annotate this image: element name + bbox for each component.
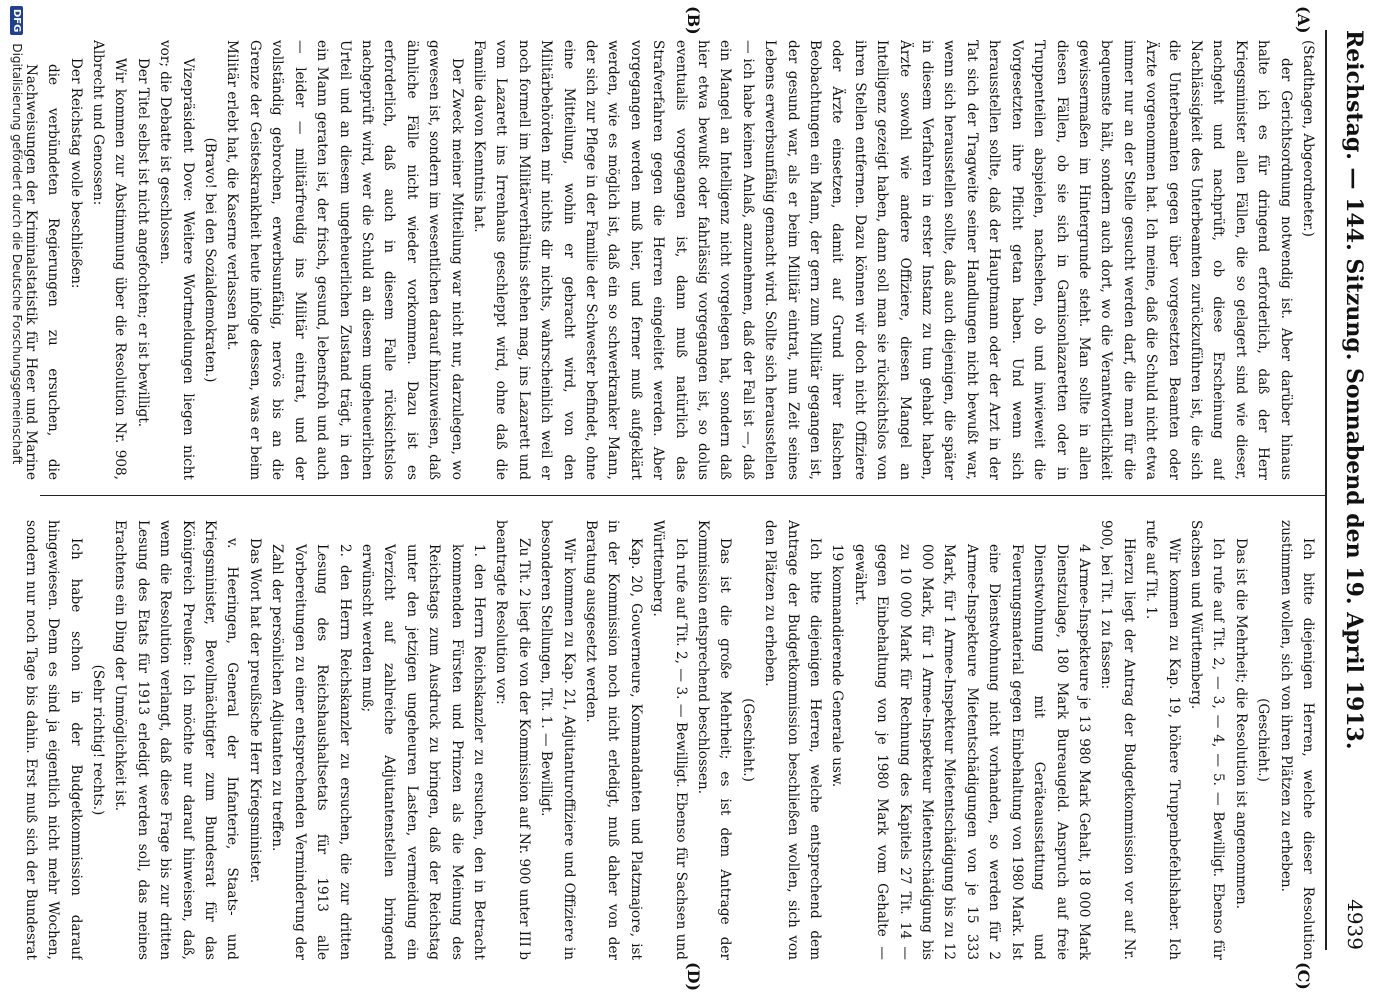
right-column [19, 520, 1319, 960]
paragraph: Zu Tit. 2 liegt die von der Kommission auf Nr. 900 unter III b beantragte Resolution vor: [493, 520, 532, 960]
paragraph: Wir kommen zu Kap. 21, Adjutanturoffiziere und Offiziere in besonderen Stellungen, Tit. 1. — Bewilligt. [538, 520, 577, 960]
paragraph: Ich rufe auf Tit. 2, — 3. — Bewilligt. Ebenso für Sachsen und Württemberg. [650, 520, 689, 960]
motion-text: 4 Armee-Inspekteure je 13 980 Mark Gehalt, 18 000 Mark Dienstzulage, 180 Mark Bureaugeld. Anspruch auf freie Dienstwohnung mit Geräteausstattung und Feuerungsmaterial gegen Einbehaltung von 1980 Mark. Ist eine Dienstwohnung nicht vorhanden, so werden für 2 Armee-Inspekteure Mietentschädigungen von je 15 333 Mark, für 1 Armee-Inspekteur Mietentschädigung bis zu 12 000 Mark, für 1 Armee-Inspekteur Mietentschädigung bis zu 10 000 Mark für Rechnung des Kapitels 27 Tit. 14 — gegen Einbehaltung von je 1980 Mark vom Gehalte — gewährt. [851, 544, 1092, 960]
paragraph: Das ist die Mehrheit; die Resolution ist angenommen. [1232, 538, 1249, 910]
page-number: 4939 [1343, 899, 1367, 950]
paragraph: Der Zweck meiner Mitteilung war nicht nur, darzulegen, wo gewesen ist, sondern im wesentlichen darauf hinzuweisen, daß ähnliche Fälle nicht wieder vorkommen. Dazu ist es erforderlich, daß auch in diesem Falle rücksichtslos nachgeprüft wird, wer die Schuld an diesem ungeheuerlichen Urteil und an diesem ungeheuerlichen Zustand trägt, in den ein Mann geraten ist, der frisch, gesund, lebensfroh und auch — leider — militärfreudig ins Militär eintrat, und der vollständig gebrochen, erwerbsunfähig, nervös bis an die Grenze der Geisteskrankheit heute infolge dessen, was er beim Militär erlebt hat, die Kaserne verlassen hat. [224, 40, 465, 480]
paragraph: Ich bitte diejenigen Herren, welche entsprechend dem Antrage der Budgetkommission beschließen wollen, sich von den Plätzen zu erheben. [762, 520, 824, 960]
paragraph: Ich rufe auf Tit. 2, — 3, — 4, — 5. — Bewilligt. Ebenso für Sachsen und Württemberg. [1187, 520, 1227, 960]
paragraph: Hierzu liegt der Antrag der Budgetkommission vor auf Nr. 900, bei Tit. 1 zu fassen: [1098, 520, 1137, 960]
paragraph: Wir kommen zu Kap. 19, höhere Truppenbefehlshaber. Ich rufe auf Tit. 1. [1143, 520, 1182, 960]
paragraph: Ich bitte diejenigen Herren, welche dieser Resolution zustimmen wollen, sich von ihren Plätzen zu erheben. [1277, 520, 1316, 960]
resolution-text: die verbündeten Regierungen zu ersuchen, die Nachweisungen der Kriminalstatistik für Heer und Marine [22, 64, 62, 480]
resolution-item: 1. den Herrn Reichskanzler zu ersuchen, den in Betracht kommenden Fürsten und Prinzen als die Meinung des Reichstags zum Ausdruck zu bringen, daß der Reichstag unter den jetzigen ungeheuren Lasten, vermeidung ein Verzicht auf zahlreiche Adjutantenstellen bringend erwünscht werden muß; [358, 544, 487, 960]
reaction-note: (Sehr richtig! rechts.) [90, 664, 107, 816]
margin-mark-a: (A) [1294, 6, 1313, 34]
speaker-statement: v. Heeringen, General der Infanterie, Staats- und Kriegsminister, Bevollmächtigter zum Bundesrat für das Königreich Preußen: Ich möchte nur darauf hinweisen, daß, wenn die Resolution verlangt, daß diese Frage bis zur dritten Lesung des Etats für 1913 erledigt werden soll, das meines Erachtens ein Ding der Unmöglichkeit ist. [112, 520, 241, 960]
paragraph: Das Wort hat der preußische Herr Kriegsminister. [246, 538, 263, 884]
president-statement: Vizepräsident Dove: Weitere Wortmeldungen liegen nicht vor; die Debatte ist geschlossen. [157, 40, 196, 480]
left-column [19, 40, 1319, 480]
page-header [1327, 30, 1367, 950]
paragraph: Kap. 20, Gouverneure, Kommandanten und Platzmajore, ist in der Kommission noch nicht erledigt, muß daher von der Beratung ausgesetzt werden. [583, 520, 644, 960]
running-title: Reichstag. — 144. Sitzung. Sonnabend den 19. April 1913. [1341, 30, 1367, 750]
digitization-credit: Digitalisierung gefördert durch die Deutsche Forschungsgemeinschaft [10, 43, 24, 465]
paragraph: der Gerichtsordnung notwendig ist. Aber darüber hinaus halte ich es für dringend erforderlich, daß der Herr Kriegsminister allen Fällen, die so gelagert sind wie dieser, nachgeht und nachprüft, ob diese Erscheinung auf Nachlässigkeit des Unterbeamten zurückzuführen ist, die sich die Unterbeamten gegen über vorgesetzten Beamten oder Ärzte vorgenommen hat. Ich meine, daß die Schuld nicht etwa immer nur an der Stelle gesucht werden darf, die man für die bequemste hält, sondern auch dort, wo die Verantwortlichkeit gewissermaßen im Hintergrunde steht. Man sollte in allen diesen Fällen, ob sie sich in Garnisonlazaretten oder in Truppenteilen abspielen, nachsehen, ob und inwieweit die Vorgesetzten ihre Pflicht getan haben. Und wenn sich herausstellen sollte, daß der Hauptmann oder der Arzt in der Tat sich der Tragweite seiner Handlungen nicht bewußt war, wenn sich herausstellen sollte, daß auch diejenigen, die später in diesem Verfahren in erster Instanz zu tun gehabt haben, Ärzte sowohl wie andere Offiziere, diesen Mangel an Intelligenz gezeigt haben, dann soll man sie rücksichtslos von ihren Stellen entfernen. Dazu können wir doch nicht Offiziere oder Ärzte einsetzen, damit auf Grund ihrer falschen Beobachtungen ein Mann, der gern zum Militär gegangen ist, der gesund war, als er beim Militär eintrat, nun Zeit seines Lebens erwerbsunfähig gemacht wird. Sollte sich herausstellen — ich habe keinen Anlaß, anzunehmen, daß der Fall ist —, daß ein Mangel an Intelligenz nicht vorgelegen hat, sondern daß hier etwa bewußt oder fahrlässig vorgegangen ist, so dolus eventualis vorgegangen ist, dann muß natürlich das Strafverfahren gegen die Herren eingeleitet werden. Aber vorgegangen werden muß hier, und ferner muß aufgeklärt werden, wie es möglich ist, daß ein so schwerkranker Mann, der sich zur Pflege in der Familie der Schwester befindet, ohne eine Mitteilung, wohin er gebracht wird, von den Militärbehörden mir nichts dir nichts, wahrscheinlich weil er noch formell im Militärverhältnis stehen mag, ins Lazarett und vom Lazarett ins Irrenhaus geschleppt wird, ohne daß die Familie davon Kenntnis hat. [470, 40, 1294, 480]
applause-note: (Bravo! bei den Sozialdemokraten.) [202, 137, 219, 383]
column-divider [40, 495, 1327, 496]
paragraph: Wir kommen zur Abstimmung über die Resolution Nr. 908, Albrecht und Genossen: [90, 40, 129, 480]
margin-mark-b: (B) [684, 6, 703, 35]
paragraph: Ich habe schon in der Budgetkommission darauf hingewiesen. Denn es sind ja eigentlich nicht mehr Wochen, sondern nur noch Tage bis dahin. Erst muß sich der Bundesrat [22, 520, 84, 960]
dfg-logo: DFG [11, 6, 24, 35]
header-rule [1325, 30, 1327, 950]
margin-mark-d: (D) [684, 962, 703, 992]
motion-text: 19 kommandierende Generale usw. [829, 544, 846, 788]
paragraph: Der Titel selbst ist nicht angefochten; er ist bewilligt. [134, 58, 151, 428]
procedural-note: (Geschieht.) [739, 698, 756, 782]
margin-mark-c: (C) [1294, 962, 1313, 990]
procedural-note: (Geschieht.) [1255, 698, 1272, 782]
digitization-footer [0, 0, 34, 1000]
speaker-tag: (Stadthagen, Abgeordneter.) [1300, 40, 1316, 237]
resolution-item: 2. den Herrn Reichskanzler zu ersuchen, die zur dritten Lesung des Reichshaushaltsetats für 1913 alle Vorbereitungen zu einer entsprechenden Verminderung der Zahl der persönlichen Adjutanten zu treffen. [269, 544, 353, 960]
resolution-intro: Der Reichstag wolle beschließen: [67, 58, 84, 289]
paragraph: Das ist die große Mehrheit; es ist dem Antrage der Kommission entsprechend beschlossen. [695, 520, 734, 960]
